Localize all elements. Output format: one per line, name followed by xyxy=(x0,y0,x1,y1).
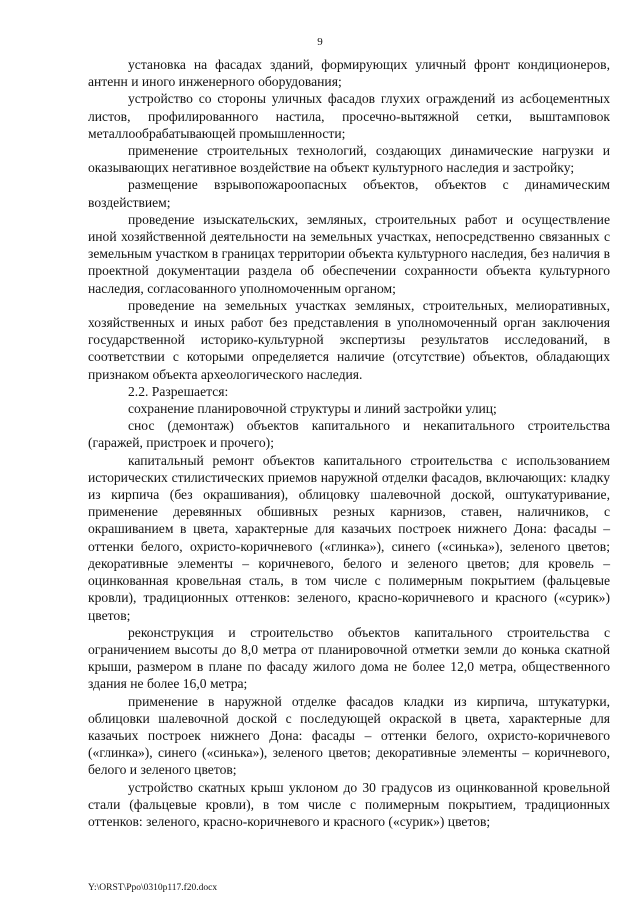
paragraph: устройство скатных крыш уклоном до 30 градусов из оцинкованной кровельной стали (фальцевые кровли), в том числе с полимерным покрытием, традиционных оттенков: зеленого, красно-коричневого и красного («сурик») цветов; xyxy=(88,779,610,829)
paragraph: снос (демонтаж) объектов капитального и некапитального строительства (гаражей, пристроек и прочего); xyxy=(88,418,610,451)
paragraph: капитальный ремонт объектов капитального строительства с использованием исторических стилистических приемов наружной отделки фасадов, включающих: кладку из кирпича (без окрашивания), облицовку шалевочной доской, оштукатуривание, применение деревянных обшивных резных карнизов, ставен, наличников, с окрашиванием в цвета, характерные для казачьих построек нижнего Дона: фасады – оттенки белого, охристо-коричневого («глинка»), синего («синька»), зеленого цветов; декоративные элементы – коричневого, белого и зеленого цветов; для кровель – оцинкованная кровельная сталь, в том числе с полимерным покрытием (фальцевые кровли), традиционных оттенков: зеленого, красно-коричневого и красного («сурик») цветов; xyxy=(88,452,610,623)
section-heading: 2.2. Разрешается: xyxy=(128,383,229,399)
paragraph: проведение на земельных участках земляных, строительных, мелиоративных, хозяйственных и иных работ без представления в уполномоченный орган заключения государственной историко-культурной экспертизы результатов исследований, в соответствии с которыми определяется наличие (отсутствие) объектов, обладающих признаком объекта археологического наследия. xyxy=(88,297,610,382)
paragraph: применение в наружной отделке фасадов кладки из кирпича, штукатурки, облицовки шалевочной доской с последующей окраской в цвета, характерные для казачьих построек нижнего Дона: фасады – оттенки белого, охристо-коричневого («глинка»), синего («синька»), зеленого цветов; декоративные элементы – коричневого, белого и зеленого цветов; xyxy=(88,693,610,778)
paragraph: проведение изыскательских, земляных, строительных работ и осуществление иной хозяйственной деятельности на земельных участках, непосредственно связанных с земельным участком в границах территории объекта культурного наследия, без наличия в проектной документации раздела об обеспечении сохранности объекта культурного наследия, согласованного уполномоченным органом; xyxy=(88,211,610,296)
file-path-footer: Y:\ORST\Ppo\0310p117.f20.docx xyxy=(88,883,218,893)
document-body xyxy=(88,56,610,830)
paragraph: применение строительных технологий, создающих динамические нагрузки и оказывающих негативное воздействие на объект культурного наследия и застройку; xyxy=(88,143,610,176)
paragraph: устройство со стороны уличных фасадов глухих ограждений из асбоцементных листов, профилированного настила, просечно-вытяжной сетки, выштамповок металлообрабатывающей промышленности; xyxy=(88,91,610,141)
page-number: 9 xyxy=(317,36,323,48)
paragraph: установка на фасадах зданий, формирующих уличный фронт кондиционеров, антенн и иного инженерного оборудования; xyxy=(88,57,610,90)
paragraph: реконструкция и строительство объектов капитального строительства с ограничением высоты до 8,0 метра от планировочной отметки земли до конька скатной крыши, размером в плане по фасаду жилого дома не более 12,0 метра, общественного здания не более 16,0 метра; xyxy=(88,624,610,692)
paragraph: сохранение планировочной структуры и линий застройки улиц; xyxy=(128,401,497,417)
paragraph: размещение взрывопожароопасных объектов, объектов с динамическим воздействием; xyxy=(88,177,610,210)
